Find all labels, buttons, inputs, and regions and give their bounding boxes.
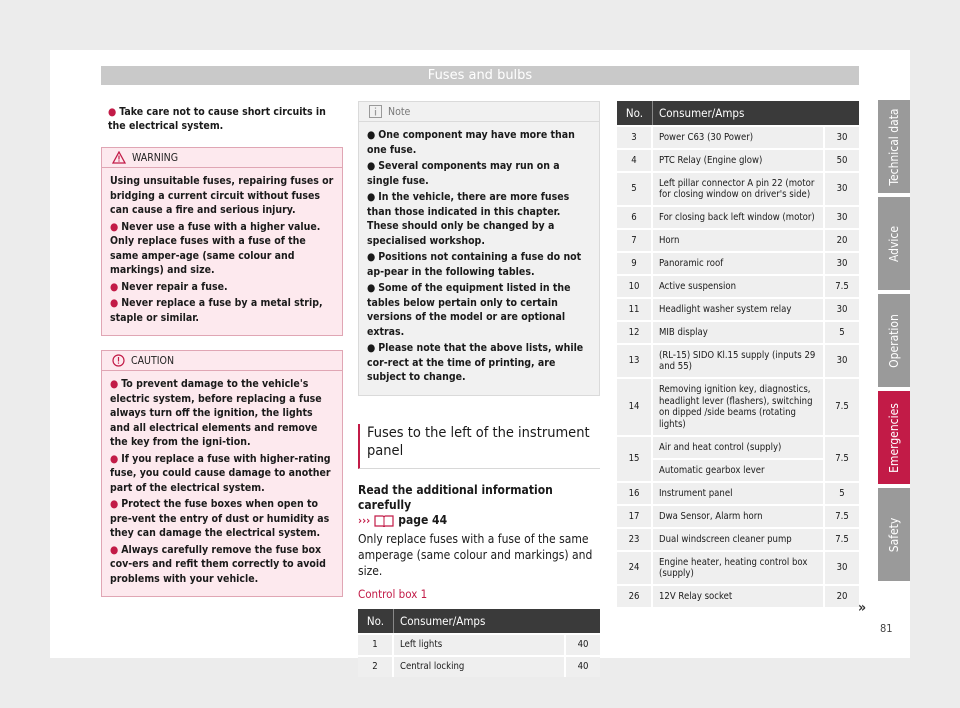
fuse-consumer: Active suspension xyxy=(653,276,823,297)
note-box xyxy=(358,101,600,396)
fuse-number: 4 xyxy=(617,150,653,171)
fuse-consumer: Instrument panel xyxy=(653,483,823,504)
column-2 xyxy=(358,101,600,679)
fuse-amps: 7.5 xyxy=(823,529,859,550)
table-row xyxy=(617,253,859,274)
fuse-amps: 5 xyxy=(823,483,859,504)
fuse-consumer: (RL-15) SIDO Kl.15 supply (inputs 29 and 55) xyxy=(653,345,823,377)
warning-box xyxy=(101,147,343,336)
warning-icon xyxy=(112,151,126,164)
list-item: ● Never use a fuse with a higher value. Only replace fuses with a fuse of the same amper-age (same colour and markings) and size. xyxy=(110,220,321,276)
fuse-table-2 xyxy=(617,99,859,609)
fuse-number: 11 xyxy=(617,299,653,320)
fuse-number: 5 xyxy=(617,173,653,205)
tab-operation[interactable]: Operation xyxy=(878,294,910,387)
fuse-consumer: 12V Relay socket xyxy=(653,586,823,607)
fuse-amps: 5 xyxy=(823,322,859,343)
column-3 xyxy=(617,101,859,609)
column-header-no: No. xyxy=(358,609,394,633)
fuse-number: 16 xyxy=(617,483,653,504)
control-box-title: Control box 1 xyxy=(358,586,428,601)
fuse-amps: 30 xyxy=(823,552,859,584)
table-row xyxy=(617,150,859,171)
column-header-consumer: Consumer/Amps xyxy=(394,609,600,633)
tab-advice[interactable]: Advice xyxy=(878,197,910,290)
fuse-consumer: Power C63 (30 Power) xyxy=(653,127,823,148)
fuse-consumer: Air and heat control (supply) xyxy=(653,437,823,458)
read-more-text: Read the additional information carefully xyxy=(358,482,553,512)
table-row xyxy=(617,506,859,527)
fuse-consumer: Headlight washer system relay xyxy=(653,299,823,320)
note-header xyxy=(359,102,599,122)
fuse-amps: 30 xyxy=(823,253,859,274)
table-row xyxy=(617,299,859,320)
fuse-consumer: Central locking xyxy=(394,657,564,677)
reference-arrow-icon: ››› xyxy=(358,513,371,527)
fuse-consumer: Automatic gearbox lever xyxy=(653,460,823,481)
fuse-consumer: Left pillar connector A pin 22 (motor for closing window on driver's side) xyxy=(653,173,823,205)
fuse-consumer: Left lights xyxy=(394,635,564,655)
fuse-number: 14 xyxy=(617,379,653,435)
fuse-amps: 7.5 xyxy=(823,437,859,481)
list-item: ● One component may have more than one fuse. xyxy=(367,129,575,156)
fuse-amps: 30 xyxy=(823,173,859,205)
list-item: ● To prevent damage to the vehicle's electric system, before replacing a fuse always turn off the ignition, the lights and all electrical elements and remove the key from the igni-tion. xyxy=(110,378,322,448)
table-row xyxy=(617,322,859,343)
list-item: ● Please note that the above lists, while cor-rect at the time of printing, are subject to change. xyxy=(367,342,584,383)
caution-header xyxy=(102,351,342,371)
table-row xyxy=(617,529,859,550)
fuse-number: 15 xyxy=(617,437,653,481)
fuse-consumer: Removing ignition key, diagnostics, headlight lever (flashers), switching on dipped /side beams (rotating lights) xyxy=(653,379,823,435)
list-item: ● In the vehicle, there are more fuses than those indicated in this chapter. These should only be changed by a specialised workshop. xyxy=(367,191,570,247)
warning-label: WARNING xyxy=(132,151,179,164)
table-row xyxy=(358,635,600,655)
fuse-amps: 40 xyxy=(564,657,600,677)
warning-body xyxy=(102,168,342,335)
caution-icon xyxy=(112,354,125,367)
fuse-number: 6 xyxy=(617,207,653,228)
column-1 xyxy=(101,101,343,597)
list-item: ● Some of the equipment listed in the tables below pertain only to certain versions of the model or are optional extras. xyxy=(367,282,571,338)
fuse-amps: 7.5 xyxy=(823,506,859,527)
list-item: ● If you replace a fuse with higher-rating fuse, you could cause damage to another part of the electrical system. xyxy=(110,452,331,494)
table-row xyxy=(617,230,859,251)
fuse-amps: 30 xyxy=(823,299,859,320)
table-row xyxy=(617,586,859,607)
page-header: Fuses and bulbs xyxy=(101,66,859,85)
column-header-consumer: Consumer/Amps xyxy=(653,101,859,125)
list-item: ● Always carefully remove the fuse box cov-ers and refit them correctly to avoid problems with your vehicle. xyxy=(110,543,326,585)
fuse-consumer: Dual windscreen cleaner pump xyxy=(653,529,823,550)
table-header-row xyxy=(358,609,600,633)
tab-emergencies[interactable]: Emergencies xyxy=(878,391,910,484)
book-icon xyxy=(374,514,394,527)
fuse-consumer: Dwa Sensor, Alarm horn xyxy=(653,506,823,527)
fuse-consumer: Engine heater, heating control box (supply) xyxy=(653,552,823,584)
table-row xyxy=(617,552,859,584)
tab-technical-data[interactable]: Technical data xyxy=(878,100,910,193)
fuse-number: 10 xyxy=(617,276,653,297)
table-row xyxy=(617,345,859,377)
fuse-number: 17 xyxy=(617,506,653,527)
fuse-number: 2 xyxy=(358,657,394,677)
fuse-amps: 40 xyxy=(564,635,600,655)
warning-intro: Using unsuitable fuses, repairing fuses or bridging a current circuit without fuses can cause a fire and serious injury. xyxy=(110,175,334,216)
fuse-amps: 20 xyxy=(823,586,859,607)
fuse-amps: 30 xyxy=(823,345,859,377)
note-body xyxy=(359,122,599,395)
fuse-number: 12 xyxy=(617,322,653,343)
fuse-number: 3 xyxy=(617,127,653,148)
tab-safety[interactable]: Safety xyxy=(878,488,910,581)
page-reference-label: page 44 xyxy=(398,512,448,527)
fuse-amps: 50 xyxy=(823,150,859,171)
fuse-consumer: Panoramic roof xyxy=(653,253,823,274)
fuse-number: 24 xyxy=(617,552,653,584)
list-item: ● Never repair a fuse. xyxy=(110,280,228,293)
list-item: ● Several components may run on a single fuse. xyxy=(367,160,560,187)
continue-arrow-icon: » xyxy=(858,600,867,616)
table-row xyxy=(617,379,859,435)
fuse-amps: 30 xyxy=(823,127,859,148)
fuse-number: 13 xyxy=(617,345,653,377)
table-header-row xyxy=(617,101,859,125)
caution-body xyxy=(102,371,342,596)
page-reference[interactable] xyxy=(358,513,600,528)
fuse-amps: 20 xyxy=(823,230,859,251)
page-number: 81 xyxy=(880,622,893,635)
fuse-amps: 30 xyxy=(823,207,859,228)
fuse-consumer: Horn xyxy=(653,230,823,251)
list-item: ● Never replace a fuse by a metal strip, staple or similar. xyxy=(110,297,323,324)
fuse-number: 7 xyxy=(617,230,653,251)
instruction-paragraph: Only replace fuses with a fuse of the same amperage (same colour and markings) and size. xyxy=(358,531,593,578)
table-row xyxy=(617,173,859,205)
fuse-amps: 7.5 xyxy=(823,276,859,297)
fuse-amps: 7.5 xyxy=(823,379,859,435)
table-row xyxy=(617,437,859,458)
list-item: ● Positions not containing a fuse do not ap-pear in the following tables. xyxy=(367,251,582,278)
table-row xyxy=(617,207,859,228)
note-label: Note xyxy=(388,105,411,118)
fuse-consumer: MIB display xyxy=(653,322,823,343)
table-row xyxy=(617,460,859,481)
fuse-consumer: For closing back left window (motor) xyxy=(653,207,823,228)
caution-box xyxy=(101,350,343,597)
fuse-table-1 xyxy=(358,607,600,679)
fuse-number: 23 xyxy=(617,529,653,550)
section-title: Fuses to the left of the instrument panel xyxy=(358,424,600,469)
fuse-number: 26 xyxy=(617,586,653,607)
table-row xyxy=(617,276,859,297)
column-header-no: No. xyxy=(617,101,653,125)
list-item: ● Protect the fuse boxes when open to pre-vent the entry of dust or humidity as they can damage the electrical system. xyxy=(110,498,330,539)
info-icon xyxy=(369,105,382,118)
intro-bullet: ● Take care not to cause short circuits in the electrical system. xyxy=(108,106,326,132)
fuse-consumer: PTC Relay (Engine glow) xyxy=(653,150,823,171)
warning-header xyxy=(102,148,342,168)
caution-label: CAUTION xyxy=(131,354,175,367)
table-row xyxy=(358,657,600,677)
fuse-number: 1 xyxy=(358,635,394,655)
table-row xyxy=(617,127,859,148)
table-row xyxy=(617,483,859,504)
fuse-number: 9 xyxy=(617,253,653,274)
